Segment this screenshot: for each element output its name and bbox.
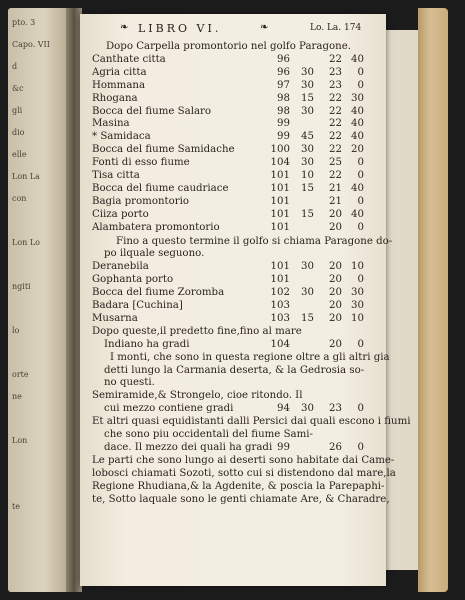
place-name: Indiano ha gradi bbox=[104, 338, 190, 350]
book-cover bbox=[418, 8, 448, 592]
lon-min-value: 15 bbox=[301, 182, 314, 194]
lat-min-value: 0 bbox=[357, 195, 364, 207]
lon-deg-value: 101 bbox=[270, 182, 290, 194]
lon-deg-value: 99 bbox=[277, 441, 290, 453]
coordinate-row bbox=[80, 260, 380, 273]
lon-deg-value: 104 bbox=[270, 338, 290, 350]
coordinate-row bbox=[80, 117, 380, 130]
page-edges bbox=[384, 30, 421, 570]
lat-deg-value: 22 bbox=[329, 105, 342, 117]
lat-deg-value: 22 bbox=[329, 131, 342, 143]
lon-deg-value: 97 bbox=[277, 79, 290, 91]
coordinate-row bbox=[80, 208, 380, 221]
lon-min-value: 30 bbox=[301, 157, 314, 169]
left-page-text-fragment: d bbox=[12, 62, 18, 71]
lon-min-value: 30 bbox=[301, 79, 314, 91]
coordinate-row bbox=[80, 221, 380, 234]
lat-min-value: 0 bbox=[357, 170, 364, 181]
lat-deg-value: 20 bbox=[329, 261, 342, 273]
coordinate-row bbox=[80, 182, 380, 195]
lon-deg-value: 100 bbox=[270, 144, 290, 156]
place-name: Bocca del fiume Zoromba bbox=[92, 287, 225, 299]
place-name: Alambatera promontorio bbox=[92, 221, 220, 233]
prose-line: Regione Rhudiana,& la Agdenite, & poscia la Parepaphi- bbox=[92, 480, 385, 492]
fleuron-icon: ❧ bbox=[120, 22, 129, 33]
lat-min-value: 0 bbox=[357, 79, 364, 91]
place-name: Bagia promontorio bbox=[92, 195, 190, 207]
lat-min-value: 40 bbox=[351, 105, 364, 117]
prose-line: no questi. bbox=[104, 377, 155, 389]
lon-deg-value: 103 bbox=[270, 300, 290, 311]
lat-deg-value: 23 bbox=[329, 79, 342, 91]
lat-min-value: 10 bbox=[351, 261, 364, 273]
lat-min-value: 0 bbox=[357, 338, 364, 350]
prose-line: Dopo queste,il predetto fine,fino al mare bbox=[92, 325, 302, 337]
lat-deg-value: 22 bbox=[329, 53, 342, 65]
coordinate-row bbox=[80, 92, 380, 105]
left-page-text-fragment: ngiti bbox=[12, 282, 31, 291]
place-name: Bocca del fiume caudriace bbox=[92, 182, 229, 194]
place-name: Hommana bbox=[92, 79, 146, 91]
lon-deg-value: 98 bbox=[277, 105, 290, 117]
lon-deg-value: 101 bbox=[270, 221, 290, 233]
left-page-text-fragment: gli bbox=[12, 106, 23, 115]
lon-deg-value: 102 bbox=[270, 287, 290, 299]
coordinate-row bbox=[80, 402, 380, 415]
lon-deg-value: 101 bbox=[270, 208, 290, 220]
lat-min-value: 40 bbox=[351, 208, 364, 220]
folio-label: Lo. La. 174 bbox=[310, 23, 362, 33]
right-page bbox=[80, 14, 411, 586]
place-name: Tisa citta bbox=[92, 170, 140, 181]
prose-line: detti lungo la Carmania deserta, & la Gedrosia so- bbox=[104, 364, 365, 376]
prose-line: te, Sotto laquale sono le genti chiamate Are, & Charadre, bbox=[92, 493, 390, 505]
left-page-text-fragment: orte bbox=[12, 370, 29, 379]
prose-line: Et altri quasi equidistanti dalli Persici dai quali escono i fiumi bbox=[92, 416, 411, 428]
prose-line: I monti, che sono in questa regione oltre a gli altri gia bbox=[110, 351, 390, 363]
lon-deg-value: 101 bbox=[270, 170, 290, 181]
lat-deg-value: 23 bbox=[329, 66, 342, 78]
prose-line: Fino a questo termine il golfo si chiama Paragone do- bbox=[116, 235, 393, 247]
lat-min-value: 30 bbox=[351, 92, 364, 104]
lat-deg-value: 25 bbox=[329, 157, 342, 169]
lat-deg-value: 20 bbox=[329, 312, 342, 324]
lat-deg-value: 20 bbox=[329, 300, 342, 311]
coordinate-row bbox=[80, 66, 380, 79]
lon-min-value: 30 bbox=[301, 403, 314, 415]
lat-deg-value: 20 bbox=[329, 338, 342, 350]
prose-line: Le parti che sono lungo ai deserti sono habitate dai Came- bbox=[92, 454, 395, 466]
coordinate-row bbox=[80, 130, 380, 143]
lat-min-value: 40 bbox=[351, 118, 364, 130]
book-title: LIBRO VI. bbox=[138, 22, 222, 35]
coordinate-row bbox=[80, 338, 380, 351]
lon-deg-value: 104 bbox=[270, 157, 290, 169]
left-page-text-fragment: dio bbox=[12, 128, 25, 137]
lon-min-value: 30 bbox=[301, 66, 314, 78]
place-name: Rhogana bbox=[92, 92, 138, 104]
prose-line: Semiramide,& Strongelo, cioe ritondo. Il bbox=[92, 390, 303, 402]
lat-deg-value: 20 bbox=[329, 274, 342, 286]
lat-min-value: 0 bbox=[357, 403, 364, 415]
lon-min-value: 30 bbox=[301, 144, 314, 156]
left-page-text-fragment: te bbox=[12, 502, 20, 511]
lat-min-value: 20 bbox=[351, 144, 364, 156]
coordinate-row bbox=[80, 79, 380, 92]
coordinate-row bbox=[80, 169, 380, 182]
lat-deg-value: 22 bbox=[329, 118, 342, 130]
lon-deg-value: 94 bbox=[277, 403, 290, 415]
prose-line: po ilquale seguono. bbox=[104, 248, 205, 260]
lat-deg-value: 20 bbox=[329, 208, 342, 220]
left-page-text-fragment: elle bbox=[12, 150, 27, 159]
coordinate-row bbox=[80, 441, 380, 454]
lat-min-value: 40 bbox=[351, 53, 364, 65]
left-page-fragment bbox=[8, 8, 68, 592]
lat-deg-value: 22 bbox=[329, 92, 342, 104]
lat-deg-value: 21 bbox=[329, 195, 342, 207]
prose-line: Dopo Carpella promontorio nel golfo Paragone. bbox=[106, 41, 351, 52]
place-name: * Samidaca bbox=[92, 131, 151, 143]
place-name: Bocca del fiume Salaro bbox=[92, 105, 212, 117]
book bbox=[8, 8, 457, 592]
left-page-text-fragment: pto. 3 bbox=[12, 18, 36, 27]
lat-deg-value: 23 bbox=[329, 403, 342, 415]
place-name: Badara [Cuchina] bbox=[92, 300, 183, 311]
lat-min-value: 10 bbox=[351, 312, 364, 324]
coordinate-row bbox=[80, 53, 380, 66]
running-header bbox=[120, 22, 380, 36]
coordinate-row bbox=[80, 286, 380, 299]
lon-min-value: 15 bbox=[301, 312, 314, 324]
coordinate-row bbox=[80, 143, 380, 156]
lat-deg-value: 26 bbox=[329, 441, 342, 453]
lat-min-value: 0 bbox=[357, 274, 364, 286]
coordinate-row bbox=[80, 195, 380, 208]
lat-min-value: 40 bbox=[351, 131, 364, 143]
left-page-text-fragment: Capo. VII bbox=[12, 40, 50, 49]
lon-deg-value: 103 bbox=[270, 312, 290, 324]
lat-min-value: 30 bbox=[351, 287, 364, 299]
place-name: Gophanta porto bbox=[92, 274, 174, 286]
lat-min-value: 30 bbox=[351, 300, 364, 311]
fleuron-icon: ❧ bbox=[260, 22, 269, 33]
lon-min-value: 45 bbox=[301, 131, 314, 143]
lon-min-value: 30 bbox=[301, 287, 314, 299]
lat-deg-value: 21 bbox=[329, 182, 342, 194]
left-page-text-fragment: Lon bbox=[12, 436, 28, 445]
lon-deg-value: 96 bbox=[277, 53, 290, 65]
place-name: Canthate citta bbox=[92, 53, 166, 65]
coordinate-row bbox=[80, 156, 380, 169]
place-name: Bocca del fiume Samidache bbox=[92, 144, 235, 156]
lon-deg-value: 99 bbox=[277, 131, 290, 143]
coordinate-row bbox=[80, 273, 380, 286]
lat-deg-value: 22 bbox=[329, 170, 342, 181]
lon-min-value: 10 bbox=[301, 170, 314, 181]
left-page-text-fragment: Lon Lo bbox=[12, 238, 40, 247]
lon-deg-value: 101 bbox=[270, 195, 290, 207]
lon-deg-value: 96 bbox=[277, 66, 290, 78]
coordinate-row bbox=[80, 299, 380, 312]
lat-min-value: 0 bbox=[357, 441, 364, 453]
lon-deg-value: 101 bbox=[270, 261, 290, 273]
lon-min-value: 15 bbox=[301, 208, 314, 220]
place-name: Masina bbox=[92, 118, 130, 130]
place-name: Ciiza porto bbox=[92, 208, 149, 220]
left-page-text-fragment: ne bbox=[12, 392, 22, 401]
left-page-text-fragment: Lon La bbox=[12, 172, 40, 181]
place-name: Fonti di esso fiume bbox=[92, 157, 190, 169]
coordinate-row bbox=[80, 105, 380, 118]
lon-min-value: 30 bbox=[301, 261, 314, 273]
lat-min-value: 0 bbox=[357, 66, 364, 78]
lat-min-value: 0 bbox=[357, 157, 364, 169]
lat-min-value: 0 bbox=[357, 221, 364, 233]
place-name: dace. Il mezzo dei quali ha gradi bbox=[104, 441, 273, 453]
place-name: Deranebila bbox=[92, 261, 149, 273]
left-page-text-fragment: &c bbox=[12, 84, 24, 93]
place-name: Musarna bbox=[92, 312, 138, 324]
lon-min-value: 30 bbox=[301, 105, 314, 117]
lat-deg-value: 20 bbox=[329, 287, 342, 299]
place-name: cui mezzo contiene gradi bbox=[104, 403, 234, 415]
lat-deg-value: 22 bbox=[329, 144, 342, 156]
lon-deg-value: 101 bbox=[270, 274, 290, 286]
lon-deg-value: 98 bbox=[277, 92, 290, 104]
place-name: Agria citta bbox=[92, 66, 147, 78]
lon-min-value: 15 bbox=[301, 92, 314, 104]
prose-line: lobosci chiamati Sozoti, sotto cui si distendono dal mare,la bbox=[92, 467, 396, 479]
left-page-text-fragment: con bbox=[12, 194, 27, 203]
lat-deg-value: 20 bbox=[329, 221, 342, 233]
lat-min-value: 40 bbox=[351, 182, 364, 194]
coordinate-row bbox=[80, 312, 380, 325]
lon-deg-value: 99 bbox=[277, 118, 290, 130]
left-page-text-fragment: lo bbox=[12, 326, 20, 335]
prose-line: che sono piu occidentali del fiume Sami- bbox=[104, 429, 313, 440]
